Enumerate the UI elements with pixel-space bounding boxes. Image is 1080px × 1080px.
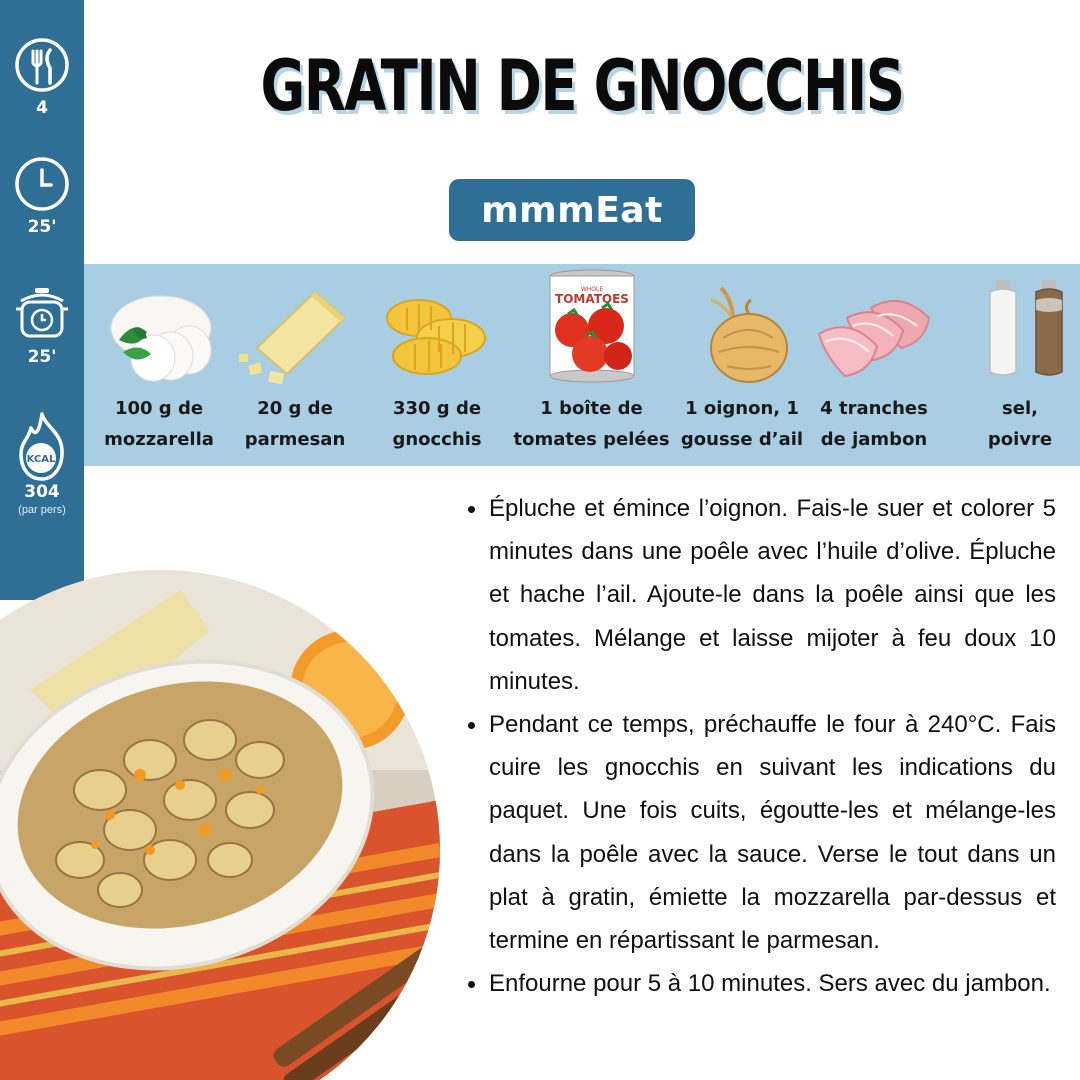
gratin-dish-photo — [0, 570, 440, 1080]
parmesan-icon — [235, 278, 355, 388]
ingredient-label: 100 g de mozzarella — [104, 398, 214, 450]
clock-icon — [13, 155, 71, 213]
preparation-steps — [466, 487, 1056, 1005]
ingredient-label: 4 tranches de jambon — [820, 398, 928, 450]
ingredient-parmesan — [230, 264, 360, 466]
ingredient-label: 1 oignon, 1 gousse d’ail — [680, 398, 804, 450]
ingredients-band — [84, 264, 1080, 466]
prep-time-stat — [0, 155, 84, 237]
can-top-text: WHOLE — [580, 286, 603, 293]
fork-knife-icon — [13, 36, 71, 94]
tomato-can-icon — [542, 268, 642, 384]
calories-unit: (par pers) — [18, 504, 66, 516]
cook-time-stat — [0, 285, 84, 367]
ham-icon — [811, 278, 937, 388]
ingredient-label: 1 boîte de tomates pelées — [513, 398, 670, 450]
ingredient-ham — [809, 264, 939, 466]
gnocchi-icon — [377, 278, 497, 388]
calories-value: 304 — [24, 482, 60, 502]
servings-stat — [0, 36, 84, 118]
flame-kcal-icon — [13, 412, 71, 482]
recipe-info-sidebar — [0, 0, 84, 600]
mozzarella-icon — [99, 278, 219, 388]
step-item: Épluche et émince l’oignon. Fais-le suer et colorer 5 minutes dans une poêle avec l’huile d’olive. Épluche et hache l’ail. Ajoute-le dans la poêle ainsi que les tomates. Mélange et laisse mijoter à feu doux 10 minutes. — [466, 487, 1056, 703]
ingredient-gnocchi — [372, 264, 502, 466]
servings-value: 4 — [36, 98, 48, 118]
step-item: Enfourne pour 5 à 10 minutes. Sers avec du jambon. — [466, 962, 1056, 1005]
cook-time-value: 25' — [27, 347, 57, 367]
ingredient-tomato-can — [509, 264, 674, 466]
cooking-pot-icon — [13, 285, 71, 343]
ingredient-label: 20 g de parmesan — [244, 398, 346, 450]
salt-pepper-icon — [970, 270, 1070, 386]
kcal-badge: KCAL — [26, 454, 56, 465]
ingredient-salt-pepper — [960, 264, 1080, 466]
recipe-title: GRATIN DE GNOCCHIS — [260, 45, 904, 127]
step-item: Pendant ce temps, préchauffe le four à 240°C. Fais cuire les gnocchis en suivant les indications du paquet. Une fois cuits, égoutte-les et mélange-les dans la poêle avec la sauce. Verse le tout dans un plat à gratin, émiette la mozzarella par-dessus et termine en répartissant le parmesan. — [466, 703, 1056, 962]
ingredient-label: sel, poivre — [987, 398, 1053, 450]
ingredient-label: 330 g de gnocchis — [392, 398, 482, 450]
can-text: TOMATOES — [554, 292, 629, 306]
prep-time-value: 25' — [27, 217, 57, 237]
onion-icon — [687, 278, 797, 388]
brand-logo: mmmEat — [449, 179, 695, 241]
